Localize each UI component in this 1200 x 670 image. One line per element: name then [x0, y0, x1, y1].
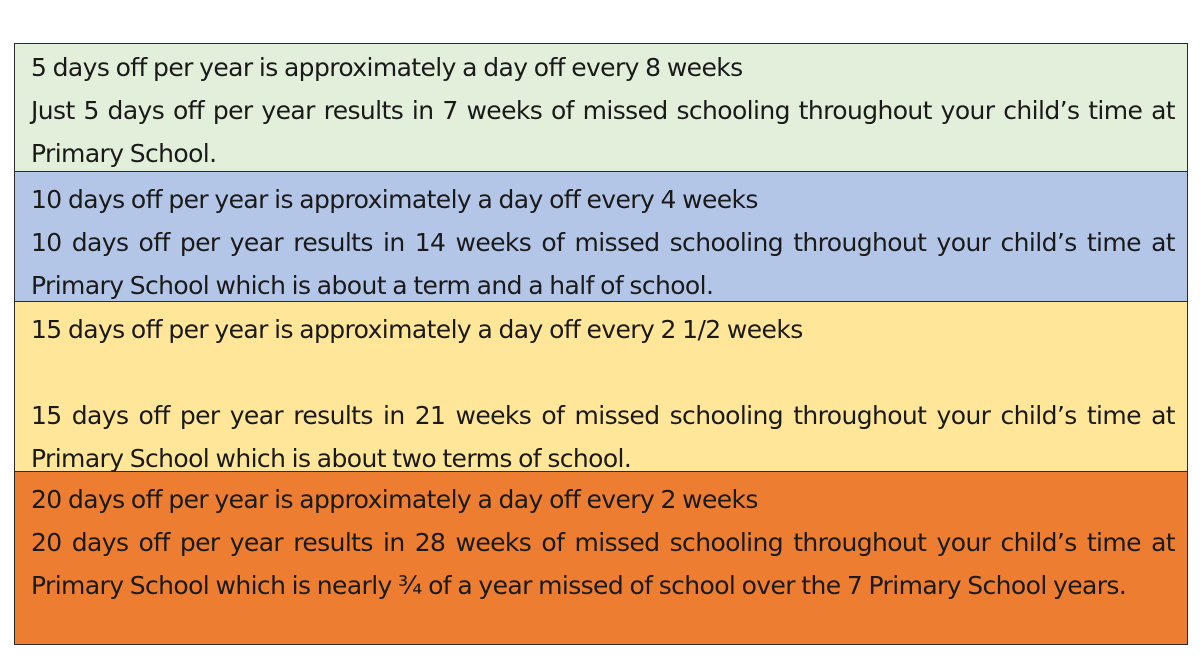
row-10-days [15, 172, 1187, 302]
row-20-days [15, 472, 1187, 644]
attendance-table [14, 43, 1188, 645]
row-5-days-headline: 5 days off per year is approximately a day off every 8 weeks [31, 53, 743, 82]
row-15-days [15, 302, 1187, 472]
row-5-days-detail: Just 5 days off per year results in 7 weeks of missed schooling throughout your child’s time at Primary School. [31, 96, 1175, 168]
row-5-days [15, 44, 1187, 172]
row-10-days-detail: 10 days off per year results in 14 weeks of missed schooling throughout your child’s time at Primary School which is about a term and a half of school. [31, 228, 1175, 300]
row-15-days-detail: 15 days off per year results in 21 weeks of missed schooling throughout your child’s time at Primary School which is about two terms of school. [31, 401, 1175, 473]
row-20-days-detail: 20 days off per year results in 28 weeks of missed schooling throughout your child’s time at Primary School which is nearly ¾ of a year missed of school over the 7 Primary School years. [31, 528, 1175, 600]
row-10-days-headline: 10 days off per year is approximately a day off every 4 weeks [31, 185, 758, 214]
row-15-days-blank-line [31, 351, 1175, 394]
row-15-days-headline: 15 days off per year is approximately a day off every 2 1/2 weeks [31, 315, 803, 344]
row-20-days-headline: 20 days off per year is approximately a day off every 2 weeks [31, 485, 758, 514]
